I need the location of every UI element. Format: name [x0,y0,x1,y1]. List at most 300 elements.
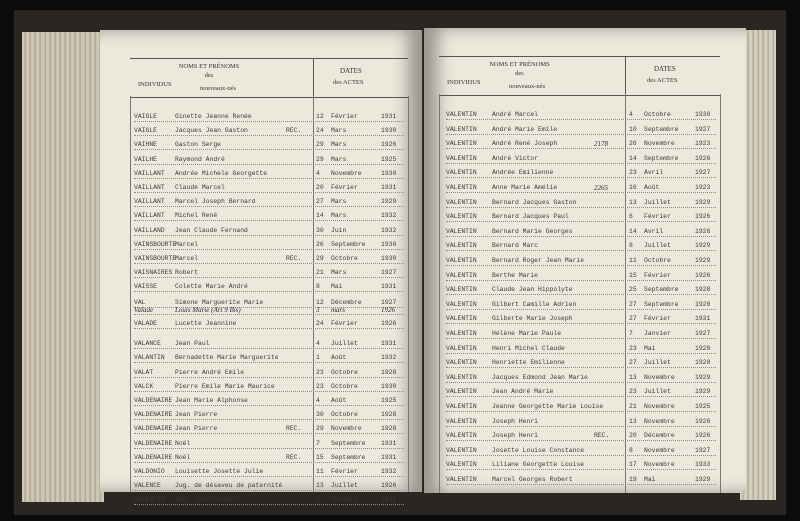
entry-surname: VALENTIN [446,154,477,162]
entry-given-names: Joseph Henri [492,417,539,425]
entry-year: 1926 [381,320,397,327]
entry-month: Mars [331,212,347,220]
entry-surname: VALDENAIRE [134,425,173,433]
entry-month: Octobre [644,257,671,264]
entry-day: 14 [316,212,324,220]
leader-line [446,338,716,339]
entry-month: Avril [644,227,664,235]
entry-year: 1929 [695,242,711,250]
leader-line [134,476,404,477]
entry-month: Octobre [644,111,671,118]
entry-surname: VAISSE [134,283,158,291]
entry-row [100,425,422,435]
entry-year: 1928 [381,425,397,433]
leader-line [446,426,716,427]
entry-month: Septembre [644,154,679,162]
entry-surname: VALADE [134,320,158,327]
entry-given-names: Noël [175,439,191,447]
header-nouveaux-nes: nouveaux-nés [200,85,237,92]
entry-day: 8 [629,242,633,250]
entry-row [424,345,746,355]
entry-year: 1925 [381,155,397,163]
entry-surname: VAISNAIRES [134,269,173,277]
entry-year: 1929 [695,257,711,264]
entry-row [424,272,746,282]
entry-note: 2178 [594,140,608,149]
entry-month: Juillet [331,340,358,348]
leader-line [134,206,404,207]
entry-surname: VALAT [134,368,154,376]
entry-row [100,454,422,464]
entry-month: Septembre [331,439,366,447]
leader-line [446,236,716,237]
entry-year: 1928 [695,286,711,294]
entry-note: REC. [286,453,302,461]
leader-line [446,455,716,456]
entry-day: 29 [316,255,324,262]
entry-row [100,411,422,421]
entry-surname: VALENTIN [446,476,477,483]
entry-given-names: Bernard Marie Georges [492,227,573,235]
leader-line [134,328,404,329]
entry-month: Janvier [644,330,671,337]
entry-surname: VALENCE [134,482,161,490]
entry-given-names: Louisette Josette Julie [175,468,264,475]
leader-line [446,309,716,310]
entry-year: 1928 [695,359,711,367]
entry-surname: VAILLANT [134,198,165,206]
entry-year: 1929 [381,198,397,206]
entry-given-names: Bernadette Marie Marguerite [175,354,279,362]
entry-month: mars [331,305,346,314]
entry-given-names: Berthe Marie [492,271,539,279]
entry-month: Mai [644,344,656,352]
entry-year: 1929 [695,198,711,206]
entry-day: 23 [629,344,637,352]
entry-month: Octobre [331,368,358,376]
entry-day: 11 [316,468,324,475]
entry-month: Avril [644,169,664,177]
entry-given-names: Henriette Emilienne [492,359,565,367]
entry-day: 16 [629,184,637,191]
entry-surname: VALENTIN [446,315,477,323]
entry-row [100,113,422,123]
entry-year: 1929 [695,476,711,483]
entry-year: 1927 [381,269,397,277]
leader-line [134,220,404,221]
leader-line [446,382,716,383]
entry-surname: VALANTIN [134,354,165,362]
leader-line [134,391,404,392]
entry-row [424,184,746,194]
entry-year: 1925 [381,397,397,404]
entry-surname: VAIGLE [134,113,158,120]
entry-day: 19 [629,476,637,483]
entry-year: 1931 [381,113,397,120]
entry-month: Octobre [331,382,358,390]
leader-line [446,353,716,354]
entry-given-names: Lucette Jeannine [175,320,237,327]
entry-row [424,476,746,486]
leader-line [446,440,716,441]
entry-given-names: Gilbert Camille Adrien [492,300,577,308]
entry-month: Octobre [331,255,358,262]
entry-row [100,269,422,279]
entry-day: 14 [629,227,637,235]
entry-given-names: Jean Paul [175,340,210,348]
entry-year: 1930 [381,127,397,135]
entry-row [424,461,746,471]
entry-given-names: Simone Marguerite Marie [175,298,264,306]
leader-line [446,148,716,149]
entry-row [100,383,422,393]
entry-surname: VAILLANT [134,169,165,177]
entry-month: Février [331,468,358,475]
leader-line [446,163,716,164]
entry-given-names: Joseph Henri [492,432,539,440]
entry-given-names: Noël [175,453,191,461]
leader-line [446,323,716,324]
leader-line [134,277,404,278]
entry-surname: VAILLANT [134,184,165,191]
leader-line [134,462,404,463]
entry-day: 11 [629,257,637,264]
entry-surname: VALDENAIRE [134,439,173,447]
entry-row [100,306,422,316]
entry-year: 1931 [381,340,397,348]
entry-note: REC. [594,432,610,440]
entry-row [424,155,746,165]
entry-surname: VALENTIN [446,300,477,308]
entry-row [424,169,746,179]
entry-year: 1923 [695,184,711,191]
entry-given-names: Bernard Roger Jean Marie [492,257,585,264]
entry-day: 29 [316,425,324,433]
entry-row [100,340,422,350]
entry-month: Février [331,113,358,120]
entry-given-names: Liliane Georgette Louise [492,461,585,469]
entry-day: 1 [316,354,320,362]
entry-row [424,418,746,428]
entry-given-names: André Victor [492,154,539,162]
entry-surname: VAILHE [134,155,158,163]
entry-year: 1926 [695,154,711,162]
entry-given-names: Anne Marie Amélie [492,184,558,191]
entry-month: Février [644,315,671,323]
entry-surname: VALENTIN [446,257,477,264]
entry-day: 29 [316,155,324,163]
leader-line [134,249,404,250]
entry-month: Juillet [331,482,358,490]
entry-surname: VALCK [134,382,154,390]
entry-year: 1927 [695,169,711,177]
entry-row [100,127,422,137]
entry-surname: VALENTIN [446,461,477,469]
entry-month: Novembre [644,373,675,381]
entry-row [100,212,422,222]
entry-given-names: Hélène Marie Paule [492,330,562,337]
entry-surname: VALDENAIRE [134,411,173,419]
entry-surname: VALENTIN [446,169,477,177]
entry-year: 1927 [695,446,711,454]
entry-month: Septembre [331,240,366,248]
entry-given-names: Andrée Michele Georgette [175,169,268,177]
entry-given-names: Jean André Marie [492,388,554,396]
entry-month: Octobre [331,496,358,504]
entry-given-names: André René Joseph [492,140,558,148]
entry-note: 2265 [594,184,608,192]
entry-month: Décembre [331,298,362,306]
header-dates: DATES [654,65,676,73]
entry-surname: VAIHNE [134,141,158,149]
entry-surname: VALDONIO [134,468,165,475]
entry-surname: Valade [134,305,154,314]
entry-month: Août [331,397,347,404]
entry-given-names: Jean Marie Alphonse [175,397,248,404]
entry-day: 23 [316,382,324,390]
entry-month: Octobre [331,411,358,419]
entry-year: 1931 [381,453,397,461]
entry-day: 13 [629,198,637,206]
entry-year: 1928 [381,368,397,376]
leader-line [446,177,716,178]
entry-year: 1932 [381,354,397,362]
entry-surname: VALENTIN [134,496,165,504]
entry-row [424,403,746,413]
header-divider [313,59,314,97]
entry-given-names: Bernard Jacques Paul [492,213,569,221]
entry-given-names: André Marcel [492,111,539,118]
leader-line [446,192,716,193]
entry-year: 1926 [381,141,397,149]
entry-surname: VALENTIN [446,140,477,148]
entry-row [100,241,422,251]
leader-line [446,119,716,120]
entry-given-names: Jacques Jean Gaston [175,127,248,135]
entry-surname: VALDENAIRE [134,397,173,404]
leader-line [134,314,404,315]
entry-given-names: Raymond André [175,155,225,163]
entry-month: Mars [331,141,347,149]
entry-day: 27 [629,300,637,308]
entry-month: Mars [331,269,347,277]
entry-row [424,388,746,398]
entry-row [100,156,422,166]
entry-year: 1931 [381,184,397,191]
entry-given-names: Andrée Emilienne [492,169,554,177]
entry-year: 1926 [381,305,395,314]
entry-day: 23 [316,368,324,376]
entry-month: Juillet [644,242,671,250]
entry-day: 13 [629,373,637,381]
entry-day: 26 [316,240,324,248]
entry-year: 1929 [695,388,711,396]
entry-surname: VALENTIN [446,373,477,381]
entry-year: 1930 [695,111,711,118]
entry-month: Novembre [644,417,675,425]
entry-year: 1931 [381,496,397,504]
entry-row [424,301,746,311]
leader-line [446,396,716,397]
entry-given-names: Jug. rectificatif [175,496,241,504]
entry-year: 1926 [381,482,397,490]
entry-year: 1931 [695,315,711,323]
entry-day: 4 [629,111,633,118]
entry-surname: VAL [134,298,146,306]
entry-month: Juillet [644,359,671,367]
entry-surname: VAIGLE [134,127,158,135]
entry-given-names: Ginette Jeanne Renée [175,113,252,120]
entry-year: 1926 [695,271,711,279]
entry-row [100,354,422,364]
entry-row [100,283,422,293]
entry-note: REC. [286,127,302,135]
entry-day: 13 [629,417,637,425]
entry-year: 1926 [695,227,711,235]
entry-given-names: Henri Michel Claude [492,344,565,352]
entry-given-names: Colette Marie André [175,283,248,291]
header-des-actes: des ACTES [333,79,364,86]
entry-day: 27 [629,315,637,323]
entry-year: 1930 [381,169,397,177]
entry-year: 1926 [695,432,711,440]
header-nouveaux-nes: nouveaux-nés [509,83,546,90]
entry-month: Mars [331,198,347,206]
entry-month: Novembre [644,446,675,454]
entry-surname: VALENTIN [446,432,477,440]
entry-given-names: Michel René [175,212,218,220]
entry-day: 10 [629,125,637,133]
header-noms: NOMS ET PRÉNOMS [489,61,550,68]
entry-year: 1927 [695,125,711,133]
entry-given-names: Jean Pierre [175,425,218,433]
entry-row [100,496,422,506]
entry-month: Juillet [644,388,671,396]
leader-line [134,164,404,165]
leader-line [134,419,404,420]
entry-given-names: Pierre Emile Marie Maurice [175,382,275,390]
entry-month: Juillet [644,198,671,206]
entry-month: Février [331,184,358,191]
entry-surname: VALENTIN [446,198,477,206]
entry-day: 23 [629,169,637,177]
entry-day: 6 [629,213,633,221]
left-page [100,30,422,504]
column-header [439,56,720,96]
entry-row [424,228,746,238]
entry-year: 1928 [695,344,711,352]
entry-month: Septembre [644,300,679,308]
entry-given-names: Bernard Jacques Gaston [492,198,577,206]
leader-line [446,367,716,368]
entry-year: 1930 [381,255,397,262]
header-des: des [515,70,524,77]
entry-day: 12 [316,113,324,120]
entry-row [100,440,422,450]
entry-day: 8 [629,446,633,454]
entry-surname: VALENTIN [446,286,477,294]
entry-row [424,199,746,209]
entry-day: 25 [629,286,637,294]
entry-row [424,111,746,121]
entry-given-names: Bernard Marc [492,242,539,250]
entry-year: 1931 [381,283,397,291]
entry-month: Novembre [644,140,675,148]
entry-day: 15 [316,453,324,461]
entry-row [424,126,746,136]
leader-line [446,221,716,222]
entry-surname: VAINSBOURTE [134,240,177,248]
leader-line [134,490,404,491]
entry-day: 20 [629,432,637,440]
leader-line [446,469,716,470]
entry-day: 4 [316,397,320,404]
leader-line [134,348,404,349]
entry-month: Août [331,354,347,362]
leader-line [446,207,716,208]
entry-month: Novembre [331,425,362,433]
entry-row [424,286,746,296]
entry-given-names: Jacques Edmond Jean Marie [492,373,588,381]
entry-day: 3 [316,305,320,314]
entry-year: 1932 [381,226,397,234]
entry-surname: VALDENAIRE [134,453,173,461]
entry-surname: VALANCE [134,340,161,348]
entry-day: 7 [316,439,320,447]
header-dates: DATES [340,67,362,75]
leader-line [446,250,716,251]
entry-year: 1930 [381,382,397,390]
entry-given-names: Robert [175,269,199,277]
leader-line [134,263,404,264]
entry-year: 1932 [381,212,397,220]
entry-day: 13 [316,482,324,490]
entry-surname: VALENTIN [446,227,477,235]
entry-given-names: Claude Jean Hippolyte [492,286,573,294]
entry-day: 29 [316,141,324,149]
entry-day: 14 [629,154,637,162]
entry-given-names: Pierre André Emile [175,368,245,376]
entry-row [100,397,422,407]
entry-given-names: André Marie Emile [492,125,558,133]
leader-line [134,362,404,363]
entry-month: Décembre [644,432,675,440]
page-edges-left [22,32,104,502]
entry-row [424,432,746,442]
right-page [424,28,746,493]
entry-given-names: Gilberte Marie Joseph [492,315,573,323]
entry-year: 1933 [695,461,711,469]
entry-day: 26 [629,140,637,148]
leader-line [446,294,716,295]
entry-row [100,227,422,237]
entry-surname: VALENTIN [446,271,477,279]
entry-month: Février [644,213,671,221]
entry-surname: VALENTIN [446,403,477,410]
entry-surname: VALENTIN [446,125,477,133]
entry-surname: VALENTIN [446,242,477,250]
entry-year: 1927 [695,330,711,337]
entry-surname: VAILLAND [134,226,165,234]
entry-surname: VALENTIN [446,213,477,221]
entry-given-names: Jeanne Georgette Marie Louise [492,403,604,410]
entry-row [100,198,422,208]
entry-month: Février [644,271,671,279]
leader-line [134,235,404,236]
entry-day: 12 [316,298,324,306]
entry-year: 1931 [381,439,397,447]
column-header [130,58,408,98]
